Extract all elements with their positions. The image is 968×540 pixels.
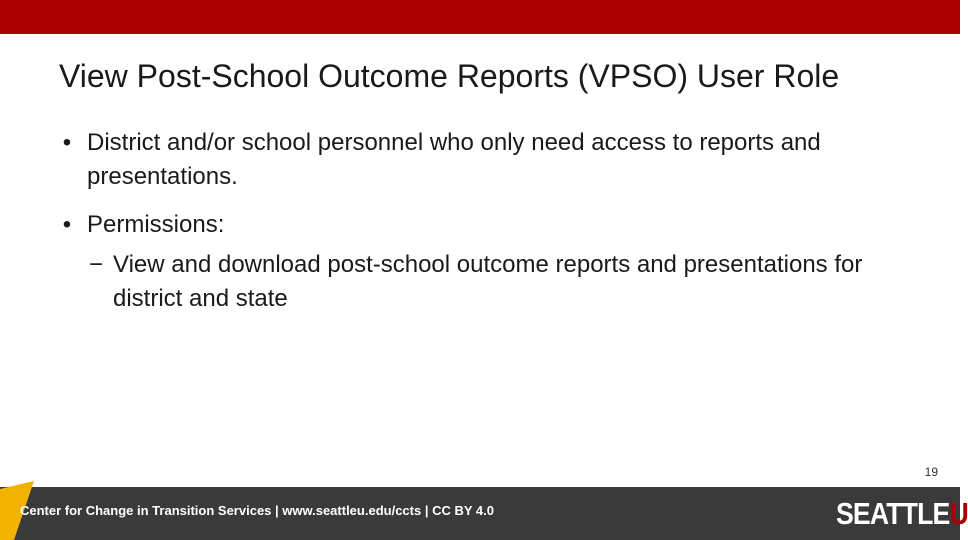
slide-number: 19: [924, 465, 938, 479]
bullet-item: [57, 208, 907, 242]
bullet-symbol: •: [62, 129, 72, 156]
sub-bullet-symbol: −: [88, 251, 103, 278]
top-accent-bar: [0, 0, 960, 34]
bullet-symbol: •: [62, 211, 72, 238]
footer-text: Center for Change in Transition Services | www.seattleu.edu/ccts | CC BY 4.0: [20, 503, 494, 518]
seattle-u-logo: [836, 497, 968, 531]
logo-accent-text: U: [949, 496, 968, 531]
slide-title: View Post-School Outcome Reports (VPSO) User Role: [59, 58, 840, 94]
bullet-text: Permissions:: [87, 211, 225, 238]
sub-bullet-item: [87, 248, 907, 316]
sub-bullet-text: View and download post-school outcome reports and presentations for district and state: [113, 251, 863, 312]
bullet-list: [57, 126, 907, 316]
bullet-text: District and/or school personnel who only need access to reports and presentations.: [87, 129, 821, 190]
bullet-item: [57, 126, 907, 194]
logo-main-text: SEATTLE: [836, 496, 950, 531]
